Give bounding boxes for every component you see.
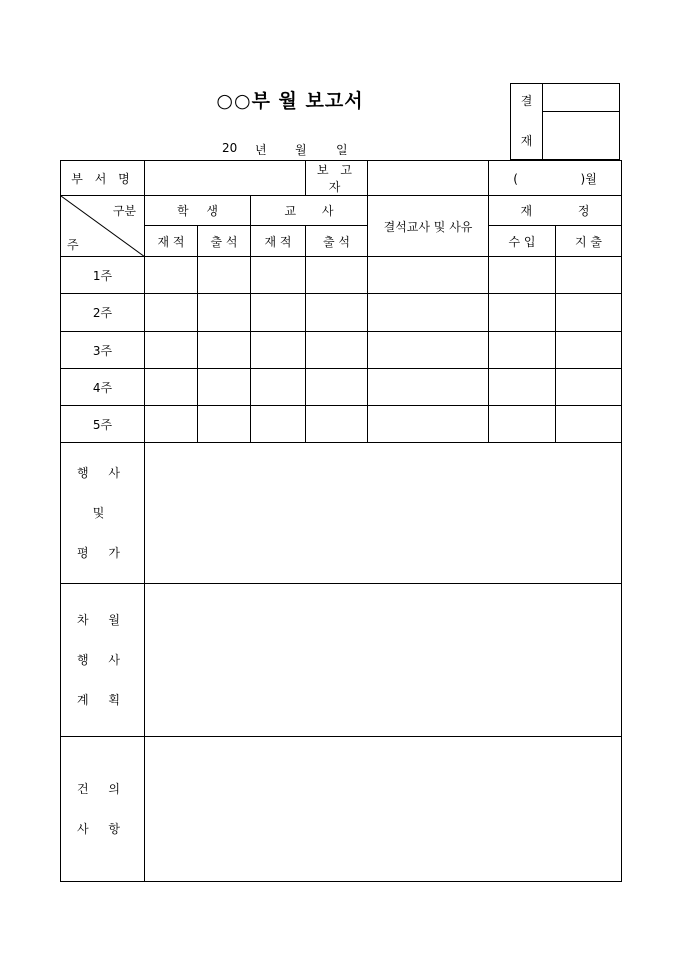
cell[interactable] bbox=[198, 369, 251, 406]
cell[interactable] bbox=[251, 294, 306, 332]
cell[interactable] bbox=[489, 257, 556, 294]
income-header: 수 입 bbox=[489, 226, 556, 257]
suggestions-content[interactable] bbox=[145, 737, 622, 882]
month-open: ( bbox=[513, 171, 518, 186]
cell[interactable] bbox=[145, 294, 198, 332]
reporter-label: 보 고 자 bbox=[306, 161, 368, 196]
cell[interactable] bbox=[306, 294, 368, 332]
cell[interactable] bbox=[556, 406, 622, 443]
finance-header: 재 정 bbox=[489, 196, 622, 226]
cell[interactable] bbox=[368, 369, 489, 406]
dept-label: 부 서 명 bbox=[61, 161, 145, 196]
week-label-2: 2주 bbox=[61, 294, 145, 332]
cell[interactable] bbox=[556, 257, 622, 294]
approval-label-1: 결 bbox=[520, 94, 533, 108]
diagonal-header bbox=[61, 196, 145, 257]
approval-sign-cell-top[interactable] bbox=[543, 84, 621, 111]
cell[interactable] bbox=[306, 332, 368, 369]
cell[interactable] bbox=[251, 369, 306, 406]
events-label-1: 행 사 bbox=[77, 466, 128, 480]
report-title: ○○부 월 보고서 bbox=[216, 90, 364, 112]
date-year-unit: 년 bbox=[255, 143, 267, 157]
approval-box bbox=[510, 83, 620, 160]
suggestions-label-1: 건 의 bbox=[77, 782, 128, 796]
absence-header: 결석교사 및 사유 bbox=[368, 196, 489, 257]
cell[interactable] bbox=[368, 332, 489, 369]
cell[interactable] bbox=[198, 257, 251, 294]
week-label-1: 1주 bbox=[61, 257, 145, 294]
week-row bbox=[61, 332, 622, 369]
week-label-4: 4주 bbox=[61, 369, 145, 406]
cell[interactable] bbox=[489, 332, 556, 369]
teacher-attendance-header: 출 석 bbox=[306, 226, 368, 257]
cell[interactable] bbox=[556, 294, 622, 332]
events-label-2: 및 bbox=[92, 506, 113, 520]
student-attendance-header: 출 석 bbox=[198, 226, 251, 257]
date-month-unit: 월 bbox=[295, 143, 307, 157]
category-label: 구분 bbox=[112, 204, 136, 218]
date-day-unit: 일 bbox=[336, 143, 348, 157]
cell[interactable] bbox=[556, 369, 622, 406]
week-row bbox=[61, 257, 622, 294]
events-label-3: 평 가 bbox=[77, 546, 128, 560]
month-close: )월 bbox=[580, 171, 597, 186]
week-label-5: 5주 bbox=[61, 406, 145, 443]
month-cell[interactable] bbox=[489, 161, 622, 196]
reporter-input[interactable] bbox=[368, 161, 489, 196]
next-plan-label-1: 차 월 bbox=[77, 613, 128, 627]
cell[interactable] bbox=[489, 294, 556, 332]
teacher-enrolled-header: 재 적 bbox=[251, 226, 306, 257]
cell[interactable] bbox=[368, 294, 489, 332]
cell[interactable] bbox=[556, 332, 622, 369]
next-plan-label bbox=[61, 584, 145, 737]
events-content[interactable] bbox=[145, 443, 622, 584]
student-enrolled-header: 재 적 bbox=[145, 226, 198, 257]
cell[interactable] bbox=[251, 332, 306, 369]
cell[interactable] bbox=[368, 406, 489, 443]
expense-header: 지 출 bbox=[556, 226, 622, 257]
teachers-header: 교 사 bbox=[251, 196, 368, 226]
cell[interactable] bbox=[198, 294, 251, 332]
dept-input[interactable] bbox=[145, 161, 306, 196]
cell[interactable] bbox=[306, 257, 368, 294]
cell[interactable] bbox=[251, 406, 306, 443]
cell[interactable] bbox=[251, 257, 306, 294]
next-plan-content[interactable] bbox=[145, 584, 622, 737]
students-header: 학 생 bbox=[145, 196, 251, 226]
cell[interactable] bbox=[306, 369, 368, 406]
cell[interactable] bbox=[306, 406, 368, 443]
approval-sign-cell-bottom[interactable] bbox=[543, 112, 621, 160]
cell[interactable] bbox=[145, 369, 198, 406]
cell[interactable] bbox=[368, 257, 489, 294]
cell[interactable] bbox=[145, 332, 198, 369]
cell[interactable] bbox=[198, 332, 251, 369]
next-plan-label-2: 행 사 bbox=[77, 653, 128, 667]
approval-label-2: 재 bbox=[520, 134, 533, 148]
date-year: 20 bbox=[222, 141, 238, 155]
cell[interactable] bbox=[489, 369, 556, 406]
week-row bbox=[61, 369, 622, 406]
cell[interactable] bbox=[145, 257, 198, 294]
events-label bbox=[61, 443, 145, 584]
report-table bbox=[60, 160, 622, 882]
suggestions-label bbox=[61, 737, 145, 882]
week-label: 주 bbox=[67, 238, 79, 252]
next-plan-label-3: 계 획 bbox=[77, 693, 128, 707]
week-row bbox=[61, 294, 622, 332]
cell[interactable] bbox=[489, 406, 556, 443]
week-row bbox=[61, 406, 622, 443]
cell[interactable] bbox=[198, 406, 251, 443]
cell[interactable] bbox=[145, 406, 198, 443]
week-label-3: 3주 bbox=[61, 332, 145, 369]
suggestions-label-2: 사 항 bbox=[77, 822, 128, 836]
